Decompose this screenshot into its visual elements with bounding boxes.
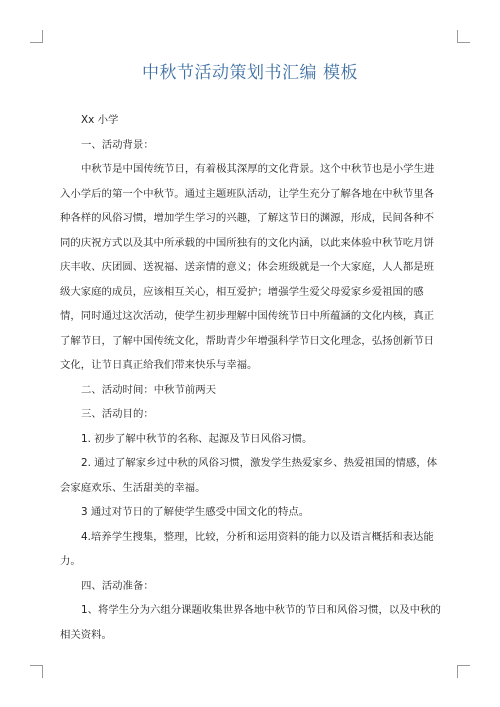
crop-mark-top-left [30,30,43,43]
purpose-item-3: 3 通过对节日的了解使学生感受中国文化的特点。 [81,506,310,518]
section-heading-time: 二、活动时间：中秋节前两天 [81,383,217,396]
section-heading-background: 一、活动背景： [81,138,154,151]
document-body [60,108,444,647]
purpose-item-2: 2. 通过了解家乡过中秋的风俗习惯，激发学生热爱家乡、热爱祖国的情感，体会家庭欢乐、生活甜美的幸福。 [60,457,438,494]
preparation-item-1: 1、将学生分为六组分课题收集世界各地中秋节的节日和风俗习惯，以及中秋的相关资料。 [60,604,441,641]
school-name: Xx 小学 [81,114,119,126]
background-paragraph: 中秋节是中国传统节日，有着极其深厚的文化背景。这个中秋节也是小学生进入小学后的第一个中秋节。通过主题班队活动，让学生充分了解各地在中秋节里各种各样的风俗习惯，增加学生学习的兴趣，了解这节日的渊源，形成，民间各种不同的庆祝方式以及其中所承载的中国所独有的文化内涵，以此来体验中秋节吃月饼庆丰收、庆团圆、送祝福、送亲情的意义；体会班级就是一个大家庭，人人都是班级大家庭的成员，应该相互关心，相互爱护；增强学生爱父母爱家乡爱祖国的感情，同时通过这次活动，使学生初步理解中国传统节日中所蕴涵的文化内核，真正了解节日，了解中国传统文化，帮助青少年增强科学节日文化理念，弘扬创新节日文化，让节日真正给我们带来快乐与幸福。 [60,163,435,371]
crop-mark-bottom-left [30,665,43,678]
crop-mark-bottom-right [457,665,470,678]
purpose-item-1: 1. 初步了解中秋节的名称、起源及节日风俗习惯。 [81,432,313,445]
document-title: 中秋节活动策划书汇编 模板 [142,63,358,83]
purpose-item-4: 4.培养学生搜集，整理，比较，分析和运用资料的能力以及语言概括和表达能力。 [60,530,434,567]
crop-mark-top-right [457,30,470,43]
section-heading-purpose: 三、活动目的： [81,408,154,420]
section-heading-preparation: 四、活动准备： [81,579,154,592]
